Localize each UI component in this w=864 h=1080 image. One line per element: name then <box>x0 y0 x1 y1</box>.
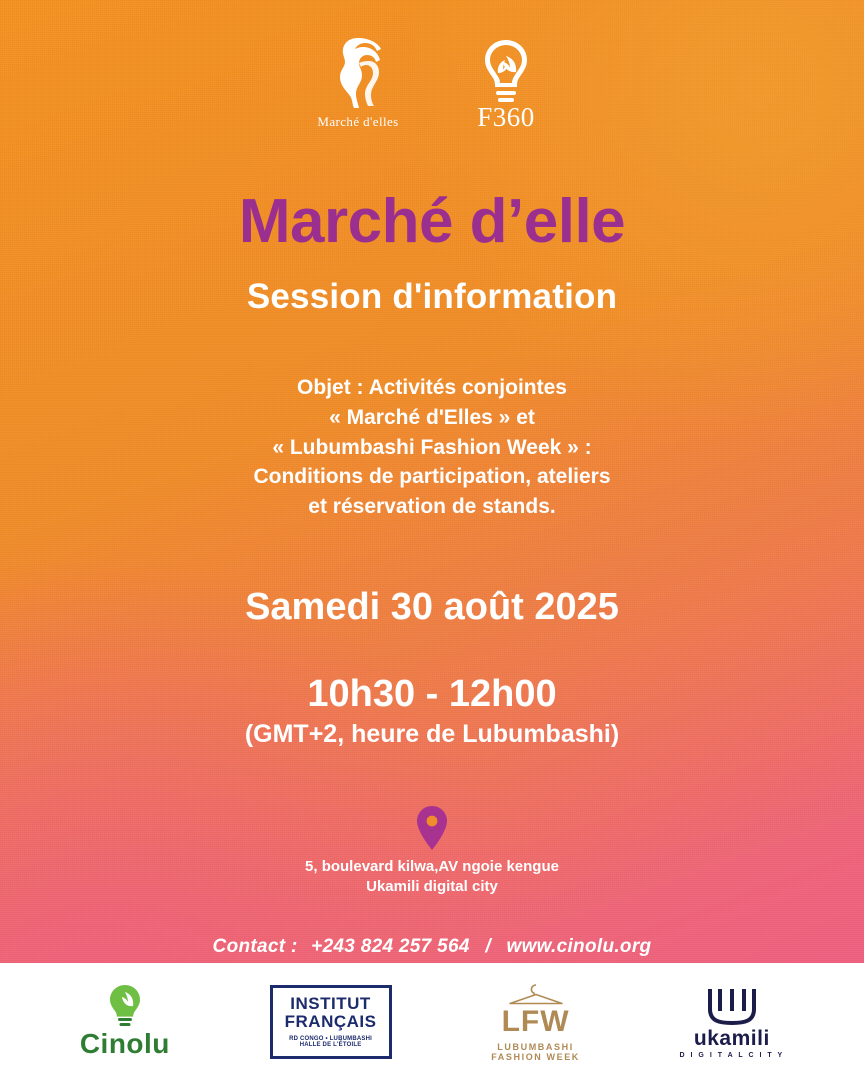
object-line: et réservation de stands. <box>308 495 556 519</box>
marche-delles-icon <box>325 34 391 110</box>
ukamili-tagline: D I G I T A L C I T Y <box>679 1051 785 1059</box>
institut-francais-line2: FRANÇAIS <box>284 1012 377 1031</box>
lfw-wordmark: LFW <box>501 1004 570 1038</box>
marche-delles-logo <box>298 34 418 130</box>
partner-institut-francais <box>270 985 392 1059</box>
institut-francais-line4: HALLE DE L'ÉTOILE <box>299 1041 362 1048</box>
f360-bulb-icon <box>475 36 537 104</box>
ukamili-wordmark: ukamili <box>693 1026 770 1050</box>
partner-cinolu <box>80 984 170 1060</box>
object-line: « Lubumbashi Fashion Week » : <box>272 435 592 459</box>
partner-lfw <box>491 982 580 1062</box>
marche-delles-caption: Marché d'elles <box>317 114 399 129</box>
cinolu-wordmark: Cinolu <box>79 1027 170 1059</box>
contact-row <box>213 936 652 958</box>
contact-website[interactable]: www.cinolu.org <box>506 935 652 957</box>
institut-francais-line1: INSTITUT <box>290 994 371 1014</box>
f360-logo <box>446 34 566 133</box>
institut-francais-line3: RD CONGO • LUBUMBASHI <box>289 1035 373 1042</box>
institut-francais-box <box>270 985 392 1059</box>
poster-subtitle: Session d'information <box>246 277 618 316</box>
poster-object-block <box>253 373 610 522</box>
location-pin-icon <box>414 805 450 851</box>
f360-caption: F360 <box>477 102 535 132</box>
lfw-sub2: FASHION WEEK <box>491 1051 580 1062</box>
contact-label: Contact : <box>212 935 298 957</box>
contact-separator: / <box>485 935 491 957</box>
partner-ukamili <box>680 985 785 1059</box>
address-line: Ukamili digital city <box>366 878 498 896</box>
contact-phone[interactable]: +243 824 257 564 <box>311 935 470 957</box>
address-line: 5, boulevard kilwa,AV ngoie kengue <box>305 858 559 876</box>
ukamili-icon <box>704 985 760 1025</box>
event-timezone: (GMT+2, heure de Lubumbashi) <box>244 720 620 749</box>
object-line: « Marché d'Elles » et <box>329 405 535 429</box>
cinolu-leaf-icon <box>108 984 142 1026</box>
event-date: Samedi 30 août 2025 <box>245 586 619 629</box>
object-line: Objet : Activités conjointes <box>297 376 567 399</box>
object-line: Conditions de participation, ateliers <box>253 465 611 489</box>
clothes-hanger-icon <box>507 982 565 1006</box>
poster-title: Marché d’elle <box>238 187 626 256</box>
lfw-sub1: LUBUMBASHI <box>497 1041 574 1052</box>
event-time: 10h30 - 12h00 <box>307 673 557 716</box>
top-logo-row <box>298 34 566 133</box>
event-address <box>305 857 559 898</box>
partner-logo-bar <box>0 963 864 1080</box>
